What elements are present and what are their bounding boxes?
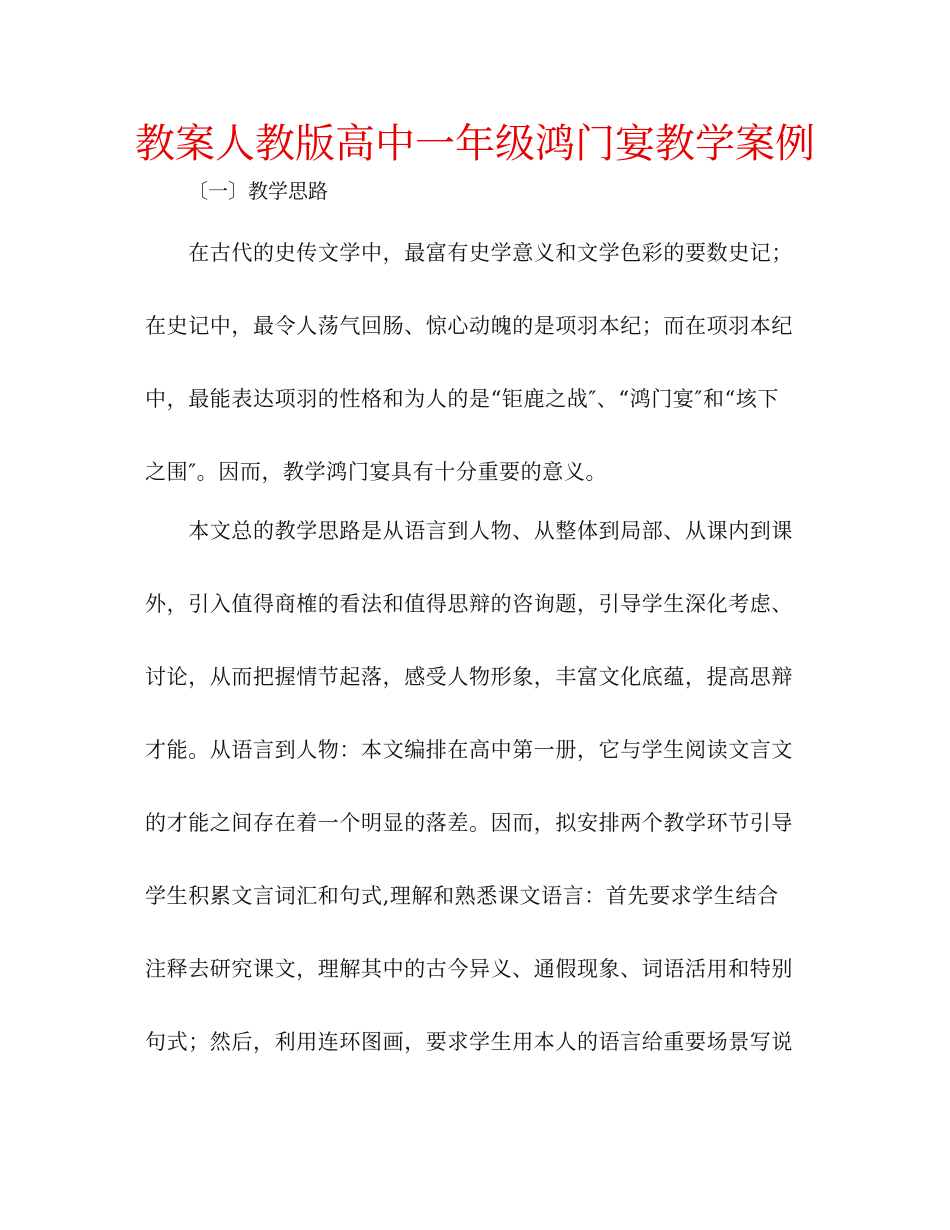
body-line: 在史记中，最令人荡气回肠、惊心动魄的是项羽本纪；而在项羽本纪 (145, 314, 793, 338)
body-line: 中，最能表达项羽的性格和为人的是“钜鹿之战″、“鸿门宴″和“垓下 (145, 387, 780, 411)
body-line: 本文总的教学思路是从语言到人物、从整体到局部、从课内到课 (145, 519, 793, 543)
body-line: 外，引入值得商榷的看法和值得思辩的咨询题，引导学生深化考虑、 (145, 592, 793, 616)
body-line: 讨论，从而把握情节起落，感受人物形象，丰富文化底蕴，提高思辩 (145, 665, 793, 689)
body-line: 注释去研究课文，理解其中的古今异义、通假现象、词语活用和特别 (145, 957, 793, 981)
body-line: 才能。从语言到人物：本文编排在高中第一册，它与学生阅读文言文 (145, 738, 793, 762)
page-title: 教案人教版高中一年级鸿门宴教学案例 (135, 121, 815, 167)
body-line: 在古代的史传文学中，最富有史学意义和文学色彩的要数史记； (145, 241, 793, 265)
body-line: 学生积累文言词汇和句式,理解和熟悉课文语言：首先要求学生结合 (145, 884, 779, 908)
body-line: 之围″。因而，教学鸿门宴具有十分重要的意义。 (145, 460, 608, 484)
section-heading: 〔一〕教学思路 (188, 179, 328, 203)
body-line: 句式；然后，利用连环图画，要求学生用本人的语言给重要场景写说 (145, 1030, 793, 1054)
body-line: 的才能之间存在着一个明显的落差。因而，拟安排两个教学环节引导 (145, 811, 793, 835)
